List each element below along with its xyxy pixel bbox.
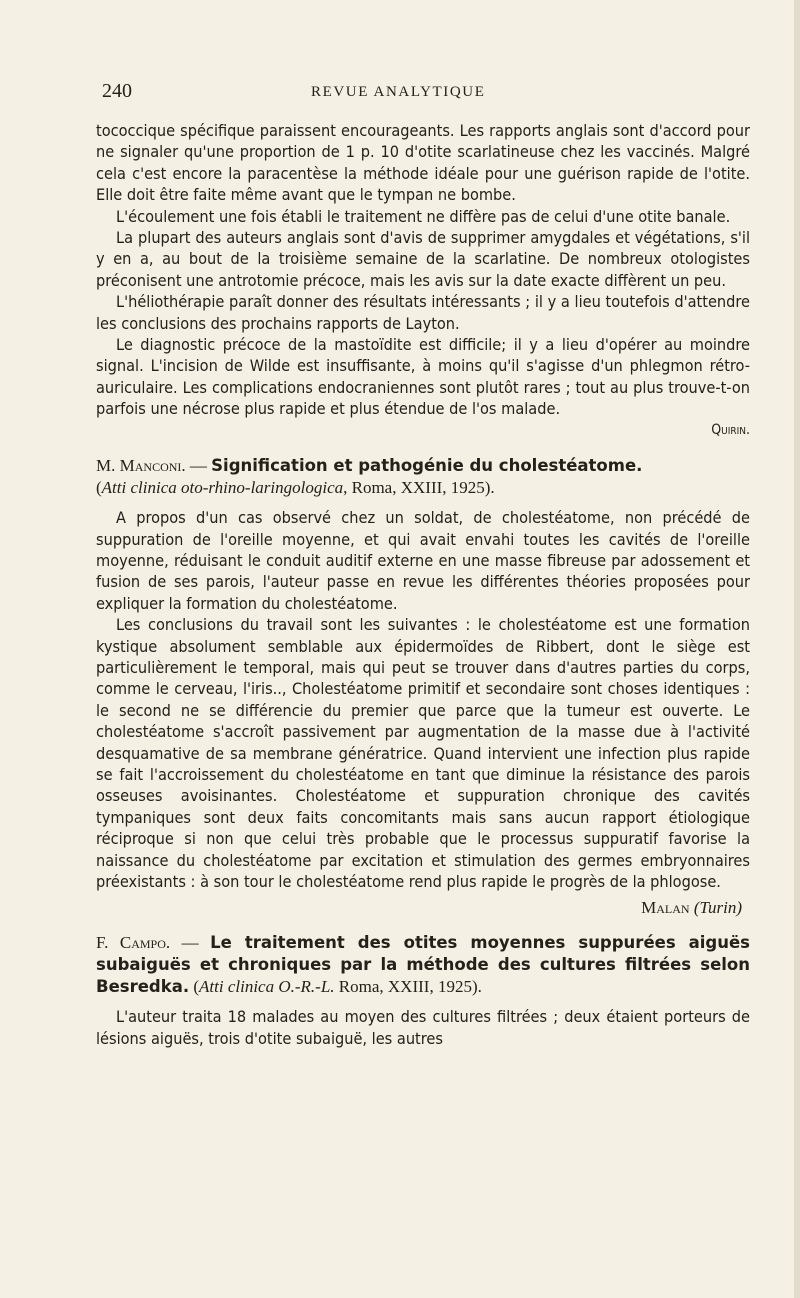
paragraph: L'écoulement une fois établi le traitement ne diffère pas de celui d'une otite banale. — [116, 206, 731, 226]
source-details: Roma, XXIII, 1925). — [334, 977, 482, 997]
article-title: Signification et pathogénie du cholestéatome. — [211, 456, 643, 476]
article-author: M. Manconi. — [96, 456, 186, 476]
paragraph: Le diagnostic précoce de la mastoïdite est difficile; il y a lieu d'opérer au moindre signal. L'incision de Wilde est insuffisante, à moins qu'il s'agisse d'un phlegmon rétro-auriculaire. Les complications endocraniennes sont plutôt rares ; tout au plus trouve-t-on parfois une nécrose plus rapide et plus étendue de l'os malade. — [96, 335, 750, 419]
signature — [96, 898, 742, 918]
page-edge — [794, 0, 800, 1298]
dash: — — [170, 933, 211, 953]
source-details: , Roma, XXIII, 1925). — [343, 478, 495, 498]
paragraph: A propos d'un cas observé chez un soldat, de cholestéatome, non précédé de suppuration de l'oreille moyenne, et qui avait envahi toutes les cavités de l'oreille moyenne, réduisant le conduit auditif externe en une masse fibreuse par adossement et fusion de ses parois, l'auteur passe en revue les différentes théories proposées pour expliquer la formation du cholestéatome. — [96, 508, 750, 613]
dash: — — [185, 456, 212, 476]
page-number: 240 — [102, 80, 132, 102]
signature-city: (Turin) — [693, 898, 742, 918]
paragraph: Les conclusions du travail sont les suivantes : le cholestéatome est une formation kystique absolument semblable aux épidermoïdes de Ribbert, dont le siège est particulièrement le temporal, mais qui peut se trouver dans d'autres parties du corps, comme le cerveau, l'iris.., Cholestéatome primitif et secondaire sont choses identiques : le second ne se différencie du premier que parce que la tumeur est ouverte. Le cholestéatome s'accroît passivement par augmentation de la masse due à l'activité desquamative de sa membrane génératrice. Quand intervient une infection plus rapide se fait l'accroissement du cholestéatome en tant que diminue la résistance des parois osseuses avoisinantes. Cholestéatome et suppuration chronique des cavités tympaniques sont deux faits concomitants mais sans aucun rapport étiologique réciproque si non que celui très probable que le processus suppuratif favorise la naissance du cholestéatome par excitation et stimulation des germes embryonnaires préexistants : à son tour le cholestéatome rend plus rapide le progrès de la phlogose. — [96, 615, 750, 891]
paragraph: L'héliothérapie paraît donner des résultats intéressants ; il y a lieu toutefois d'attendre les conclusions des prochains rapports de Layton. — [96, 292, 750, 333]
article-heading — [96, 455, 750, 499]
paragraph: La plupart des auteurs anglais sont d'avis de supprimer amygdales et végétations, s'il y en a, au bout de la troisième semaine de la scarlatine. De nombreux otologistes préconisent une antrotomie précoce, mais les avis sur la date exacte diffèrent un peu. — [96, 228, 750, 290]
article-author: F. Campo. — [96, 933, 171, 953]
journal-name: Atti clinica O.-R.-L. — [199, 977, 335, 997]
article-body — [96, 507, 750, 892]
paragraph: L'auteur traita 18 malades au moyen des cultures filtrées ; deux étaient porteurs de lésions aiguës, trois d'otite subaiguë, les autres — [96, 1007, 750, 1048]
running-head: REVUE ANALYTIQUE — [311, 84, 486, 100]
article-body — [96, 1006, 750, 1049]
article-heading — [96, 932, 750, 998]
signature-name: Malan — [641, 898, 690, 918]
journal-name: Atti clinica oto-rhino-laringologica — [101, 478, 344, 498]
signature: Quirin. — [711, 421, 750, 438]
open-paren: ( — [96, 478, 102, 498]
article-title: Le traitement des otites moyennes suppurées aiguës subaiguës et chroniques par la méthode des cultures filtrées selon Besredka. — [96, 933, 751, 997]
body-text — [96, 120, 750, 441]
paragraph: tococcique spécifique paraissent encourageants. Les rapports anglais sont d'accord pour ne signaler qu'une proportion de 1 p. 10 d'otite scarlatineuse chez les vaccinés. Malgré cela c'est encore la paracentèse la méthode idéale pour une guérison rapide de l'otite. Elle doit être faite même avant que le tympan ne bombe. — [96, 121, 750, 205]
open-paren: ( — [193, 977, 200, 997]
page-header — [96, 80, 750, 110]
